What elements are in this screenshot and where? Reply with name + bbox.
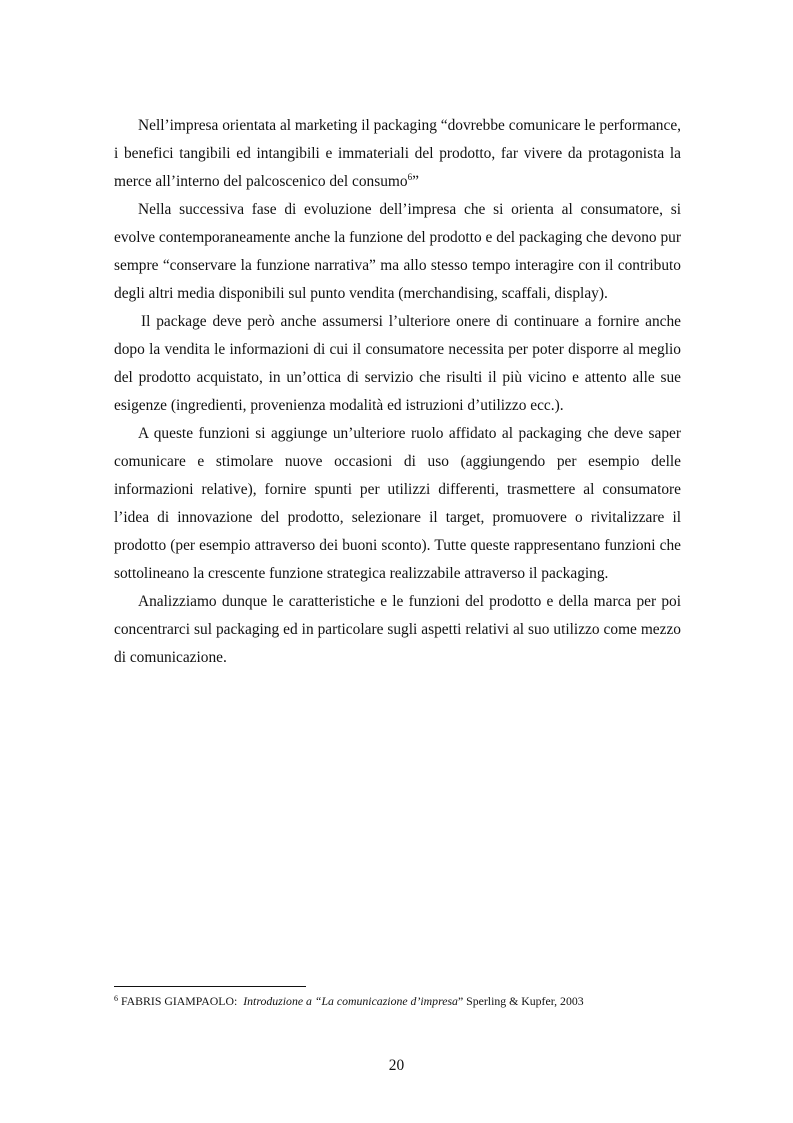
closing-quote: ”	[412, 173, 419, 190]
paragraph-4: A queste funzioni si aggiunge un’ulteriore ruolo affidato al packaging che deve saper comunicare e stimolare nuove occasioni di uso (aggiungendo per esempio delle informazioni relative), fornire spunti per utilizzi differenti, trasmettere al consumatore l’idea di innovazione del prodotto, selezionare il target, promuovere o rivitalizzare il prodotto (per esempio attraverso dei buoni sconto). Tutte queste rappresentano funzioni che sottolineano la crescente funzione strategica realizzabile attraverso il packaging.	[114, 425, 681, 582]
body-text	[114, 112, 681, 672]
footnote-divider	[114, 986, 306, 987]
page-number: 20	[388, 1057, 405, 1074]
footnote-number: 6	[114, 994, 118, 1003]
paragraph-1-text: Nell’impresa orientata al marketing il packaging “dovrebbe comunicare le performance, i benefici tangibili ed intangibili e immateriali del prodotto, far vivere da protagonista la merce all’interno del palcoscenico del consumo	[114, 117, 681, 190]
footnote-title-suffix: ”	[457, 994, 464, 1008]
footnote-title: La comunicazione d’impresa	[321, 994, 458, 1008]
footnote	[114, 993, 694, 1009]
footnote-title-prefix: Introduzione a “	[243, 994, 322, 1008]
paragraph-2: Nella successiva fase di evoluzione dell’impresa che si orienta al consumatore, si evolve contemporaneamente anche la funzione del prodotto e del packaging che devono pur sempre “conservare la funzione narrativa” ma allo stesso tempo interagire con il contributo degli altri media disponibili sul punto vendita (merchandising, scaffali, display).	[114, 201, 681, 302]
footnote-publisher: Sperling & Kupfer, 2003	[466, 994, 584, 1008]
footnote-author: FABRIS GIAMPAOLO:	[120, 994, 238, 1008]
paragraph-3: Il package deve però anche assumersi l’ulteriore onere di continuare a fornire anche dopo la vendita le informazioni di cui il consumatore necessita per poter disporre al meglio del prodotto acquistato, in un’ottica di servizio che risulti il più vicino e attento alle sue esigenze (ingredienti, provenienza modalità ed istruzioni d’utilizzo ecc.).	[114, 313, 681, 414]
paragraph-5: Analizziamo dunque le caratteristiche e le funzioni del prodotto e della marca per poi concentrarci sul packaging ed in particolare sugli aspetti relativi al suo utilizzo come mezzo di comunicazione.	[114, 593, 681, 666]
footnote-reference: 6	[407, 172, 413, 182]
paragraph-1	[114, 112, 681, 196]
